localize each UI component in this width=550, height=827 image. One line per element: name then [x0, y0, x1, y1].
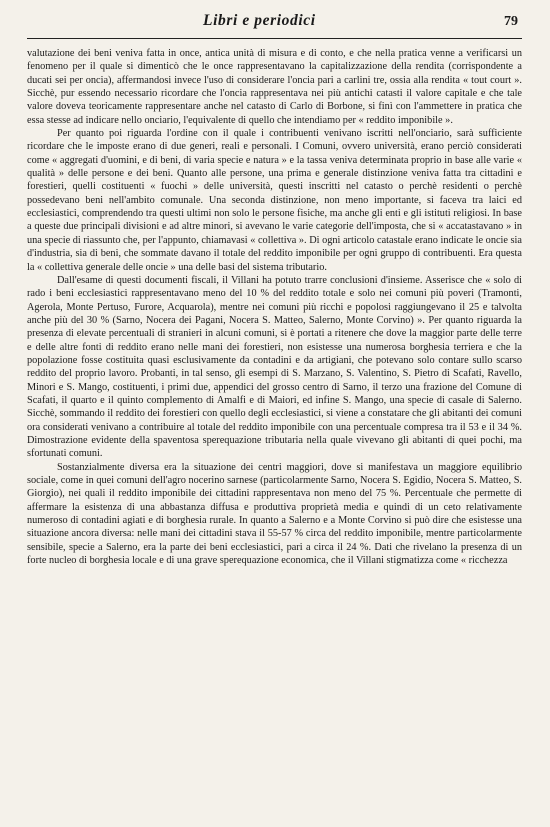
- page-number: 79: [504, 14, 518, 29]
- paragraph: Per quanto poi riguarda l'ordine con il quale i contribuenti venivano iscritti nell'onciario, sarà sufficiente ricordare che le imposte erano di due generi, reali e personali. I Comuni, ovvero università, erano perciò considerati come « aggregati d'uomini, e di beni, di varia specie e natura » e la tassa veniva determinata proprio in base alle varie « qualità » delle persone e dei beni. Quanto alle persone, una prima e generale distinzione veniva fatta tra cittadini e forestieri, quelli costituenti « fuochi » delle università, questi inscritti nel catasto o perchè residenti o perchè possedevano beni nell'ambito comunale. Una seconda distinzione, non meno importante, si faceva tra laici ed ecclesiastici, comprendendo tra questi ultimi non solo le persone fisiche, ma anche gli enti e gli istituti religiosi. In base a queste due principali divisioni e ad altre minori, si avevano le varie categorie dell'imposta, che si « accatastavano » in una specie di riassunto che, per l'appunto, chiamavasi « collettiva ». Di ogni articolo catastale erano indicate le oncie sia d'industria, sia di beni, che sommate davano il totale del reddito imponibile per ogni gruppo di contribuenti. Era questa la « collettiva generale delle oncie » una delle basi del sistema tributario.: [27, 128, 522, 273]
- page-body: [27, 47, 522, 567]
- page-header: [27, 12, 522, 39]
- paragraph: Dall'esame di questi documenti fiscali, il Villani ha potuto trarre conclusioni d'insieme. Asserisce che « solo di rado i beni ecclesiastici rappresentavano meno del 10 % del reddito totale e solo nei comuni più poveri (Tramonti, Agerola, Monte Pertuso, Furore, Acquarola), mentre nei comuni più ricchi e popolosi raggiungevano il 25 e talvolta anche più del 30 % (Sarno, Nocera dei Pagani, Nocera S. Matteo, Salerno, Monte Corvino) ». Per quanto riguarda la presenza di elevate percentuali di stranieri in alcuni comuni, si è portati a ritenere che dove la maggior parte delle terre e delle altre fonti di reddito erano nelle mani dei forestieri, non esistesse una numerosa borghesia terriera e che la popolazione fosse costituita quasi esclusivamente da contadini e da artigiani, che potevano solo contare sullo scarso reddito del proprio lavoro. Probanti, in tal senso, gli esempi di S. Marzano, S. Valentino, S. Pietro di Scafati, Ravello, Minori e S. Mango, costituenti, i primi due, appendici del grosso centro di Sarno, il terzo una frazione del Comune di Scafati, il quarto e il quinto complemento di Amalfi e di Maiori, ed infine S. Mango, una specie di casale di Salerno. Sicchè, sommando il reddito dei forestieri con quello degli ecclesiastici, si viene a constatare che gli abitanti dei comuni ora considerati venivano a contribuire al totale del reddito imponibile con una percentuale compresa tra il 53 e il 34 %. Dimostrazione evidente della spaventosa sperequazione tributaria nella quale vivevano gli abitanti di quei pochi, ma sfortunati comuni.: [27, 274, 522, 460]
- running-title: Libri e periodici: [203, 12, 316, 29]
- paragraph: Sostanzialmente diversa era la situazione dei centri maggiori, dove si manifestava un maggiore equilibrio sociale, come in quei comuni dell'agro nocerino sarnese (particolarmente Sarno, Nocera S. Egidio, Nocera S. Matteo, S. Giorgio), nei quali il reddito imponibile dei cittadini rappresentava non meno del 75 %. Percentuale che permette di affermare la esistenza di una abbastanza diffusa e produttiva proprietà media e quindi di un ceto relativamente numeroso di contadini agiati e di borghesia rurale. In quanto a Salerno e a Monte Corvino si può dire che esistesse una situazione ancora diversa: nelle mani dei cittadini stava il 55-57 % circa del reddito imponibile, mentre particolarmente sensibile, specie a Salerno, era la parte dei beni ecclesiastici, pari a circa il 24 %. Dati che rivelano la presenza di un forte nucleo di borghesia locale e di una grave sperequazione economica, che il Villani stigmatizza come « ricchezza: [27, 461, 522, 567]
- paragraph-continued: valutazione dei beni veniva fatta in once, antica unità di misura e di conto, e che nella pratica venne a verificarsi un fenomeno per il quale si dimenticò che le once rappresentavano la capitalizzazione della rendita (corrispondente a ducati sei per oncia), affermandosi invece l'uso di considerare l'oncia pari a carlini tre, ossia alla rendita « tout court ». Sicchè, pur essendo necessario ricordare che l'oncia rappresentava nei più antichi catasti il valore capitale e che tale valore doveva teoricamente rappresentare anche nel catasto di Carlo di Borbone, si finì con l'ammettere in pratica che essa stesse ad indicare nello onciario, l'equivalente di quello che intendiamo per « reddito imponibile ».: [27, 48, 522, 126]
